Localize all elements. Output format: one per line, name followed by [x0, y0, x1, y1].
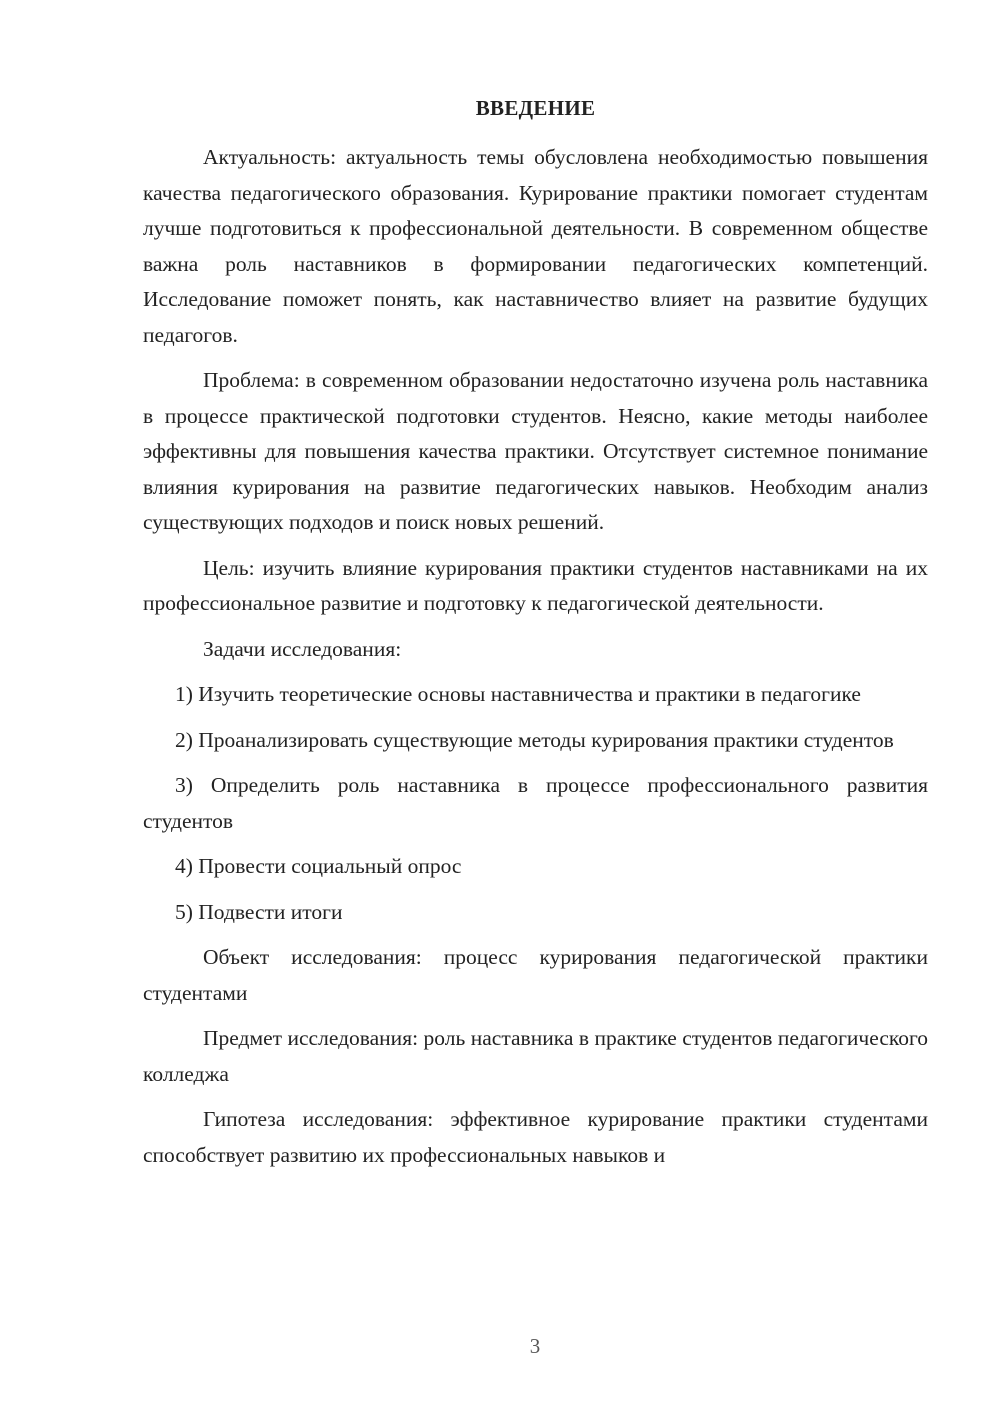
task-item: 3) Определить роль наставника в процессе профессионального развития студентов: [143, 773, 928, 833]
task-item: 4) Провести социальный опрос: [175, 854, 462, 878]
goal-paragraph: Цель: изучить влияние курирования практики студентов наставниками на их профессиональное развитие и подготовку к педагогической деятельности.: [143, 555, 928, 615]
object-paragraph: Объект исследования: процесс курирования педагогической практики студентами: [143, 945, 928, 1005]
relevance-paragraph: Актуальность: актуальность темы обусловлена необходимостью повышения качества педагогического образования. Курирование практики помогает студентам лучше подготовиться к профессиональной деятельности. В современном обществе важна роль наставников в формировании педагогических компетенций. Исследование поможет понять, как наставничество влияет на развитие будущих педагогов.: [143, 145, 928, 347]
subject-paragraph: Предмет исследования: роль наставника в практике студентов педагогического колледжа: [143, 1026, 928, 1086]
hypothesis-paragraph: Гипотеза исследования: эффективное курирование практики студентами способствует развитию их профессиональных навыков и: [143, 1107, 928, 1167]
task-item: 1) Изучить теоретические основы наставничества и практики в педагогике: [175, 682, 861, 706]
task-item: 5) Подвести итоги: [175, 899, 343, 924]
problem-paragraph: Проблема: в современном образовании недостаточно изучена роль наставника в процессе практической подготовки студентов. Неясно, какие методы наиболее эффективны для повышения качества практики. Отсутствует системное понимание влияния курирования на развитие педагогических навыков. Необходим анализ существующих подходов и поиск новых решений.: [143, 368, 928, 534]
document-body: [143, 92, 928, 1183]
section-title: ВВЕДЕНИЕ: [475, 96, 596, 120]
tasks-heading: Задачи исследования:: [203, 636, 402, 661]
page-number: 3: [529, 1334, 541, 1358]
task-item: 2) Проанализировать существующие методы курирования практики студентов: [175, 727, 894, 752]
